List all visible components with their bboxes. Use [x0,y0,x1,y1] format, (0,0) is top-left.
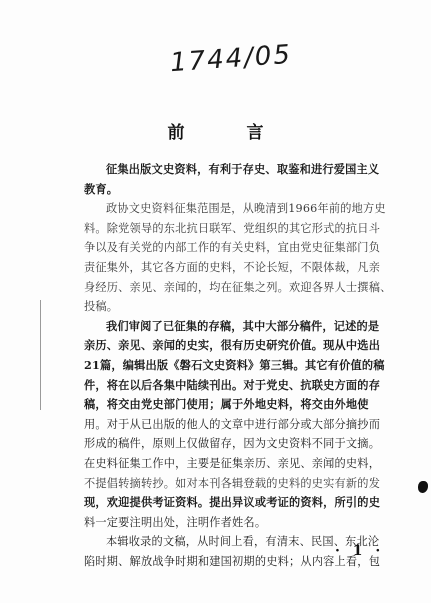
text-line: 不提倡转摘转抄。如对本刊各辑登载的史料的史实有新的发 [84,476,381,490]
text-line: 本辑收录的文稿，从时间上看，有清末、民国、东北沦 [106,535,380,549]
page-number: · 1 · [335,543,385,559]
ink-blot [418,481,428,493]
margin-mark [40,300,41,410]
text-line: 形成的稿件，原则上仅做留存，因为文史资料不同于文摘。 [84,437,381,451]
text-line: 料。除党领导的东北抗日联军、党组织的其它形式的抗日斗 [84,221,381,235]
text-line: 投稿。 [84,300,119,314]
text-line: 现，欢迎提供考证资料。提出异议或考证的资料，所引的史 [84,495,381,510]
text-line: 我们审阅了已征集的存稿，其中大部分稿件，记述的是 [106,318,380,333]
text-line: 21篇，编辑出版《磐石文史资料》第三辑。其它有价值的稿 [84,357,385,372]
text-line: 件，将在以后各集中陆续刊出。对于党史、抗联史方面的存 [84,377,381,392]
text-line: 身经历、亲见、亲闻的，均在征集之列。欢迎各界人士撰稿、 [84,280,392,294]
preface-body [84,160,406,571]
page-title: 前 言 [167,123,292,143]
text-line: 料一定要注明出处，注明作者姓名。 [84,515,267,529]
text-line: 陷时期、解放战争时期和建国初期的史料；从内容上看，包 [84,554,381,568]
text-line: 政协文史资料征集范围是，从晚清到1966年前的地方史 [106,202,386,216]
text-line: 亲历、亲见、亲闻的史实，很有历史研究价值。现从中选出 [84,338,381,353]
text-line: 用。对于从已出版的他人的文章中进行部分或大部分摘抄而 [84,417,381,431]
text-line: 责征集外，其它各方面的史料，不论长短，不限体裁，凡亲 [84,260,381,274]
text-line: 教育。 [84,181,119,196]
text-line: 在史料征集工作中，主要是征集亲历、亲见、亲闻的史料， [84,456,381,470]
text-line: 争以及有关党的内部工作的有关史料，宜由党史征集部门负 [84,241,381,255]
text-line: 稿，将交由党史部门使用；属于外地史料，将交由外地使 [84,397,369,412]
text-line: 征集出版文史资料，有利于存史、取鉴和进行爱国主义 [106,162,380,176]
handwritten-note: 1744/05 [169,39,293,79]
